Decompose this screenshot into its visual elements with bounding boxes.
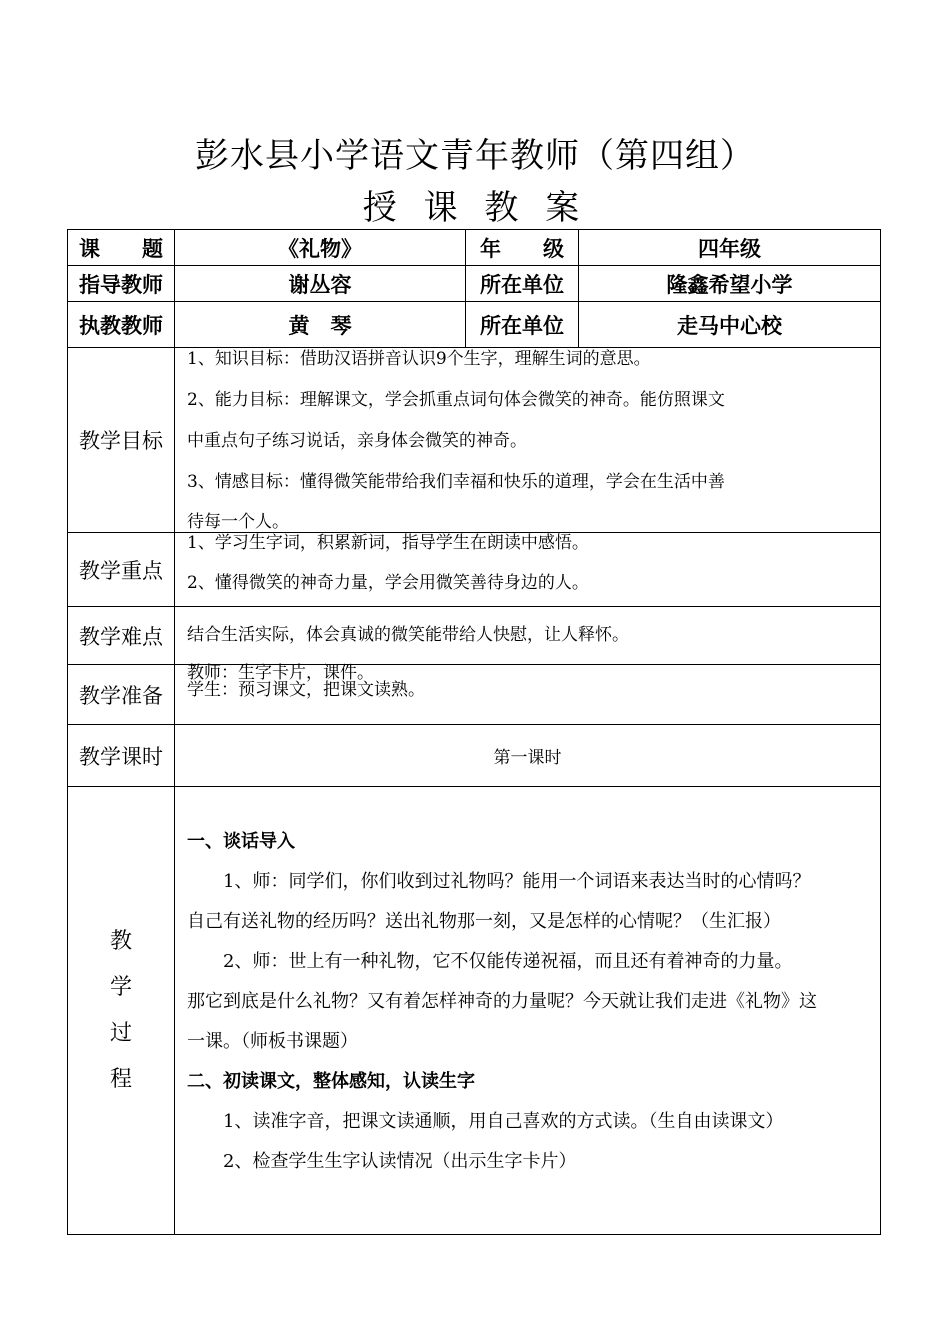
paragraph: 1、读准字音，把课文读通顺，用自己喜欢的方式读。（生自由读课文） bbox=[223, 1111, 784, 1132]
process-label-char: 学 bbox=[109, 974, 132, 1000]
key-points-label: 教学重点 bbox=[68, 533, 175, 607]
process-label bbox=[68, 787, 175, 1235]
preparation-label: 教学准备 bbox=[68, 665, 175, 725]
paragraph: 2、检查学生生字认读情况（出示生字卡片） bbox=[223, 1151, 577, 1172]
preparation-line: 学生：预习课文，把课文读熟。 bbox=[187, 680, 425, 700]
goals-label: 教学目标 bbox=[68, 348, 175, 533]
period-value: 第一课时 bbox=[175, 725, 881, 787]
paragraph: 一课。（师板书课题） bbox=[187, 1031, 358, 1052]
preparation-content bbox=[175, 665, 881, 725]
difficulty-label: 教学难点 bbox=[68, 607, 175, 665]
key-point-line: 1、学习生字词，积累新词，指导学生在朗读中感悟。 bbox=[187, 533, 589, 553]
section-heading-1: 一、谈话导入 bbox=[187, 831, 295, 852]
goal-line: 2、能力目标：理解课文，学会抓重点词句体会微笑的神奇。能仿照课文 bbox=[187, 390, 725, 410]
document-subtitle: 授 课 教 案 bbox=[362, 188, 588, 228]
process-label-char: 过 bbox=[109, 1020, 132, 1046]
paragraph: 那它到底是什么礼物？又有着怎样神奇的力量呢？今天就让我们走进《礼物》这 bbox=[187, 991, 817, 1012]
difficulty-content: 结合生活实际，体会真诚的微笑能带给人快慰，让人释怀。 bbox=[175, 607, 881, 665]
grade-label: 年 级 bbox=[466, 230, 579, 266]
process-content bbox=[175, 787, 881, 1235]
key-points-content bbox=[175, 533, 881, 607]
preparation-line: 教师：生字卡片，课件。 bbox=[187, 663, 374, 683]
section-heading-2: 二、初读课文，整体感知，认读生字 bbox=[187, 1071, 475, 1092]
guide-teacher-value: 谢丛容 bbox=[175, 266, 466, 302]
topic-value: 《礼物》 bbox=[175, 230, 466, 266]
lesson-plan-table bbox=[67, 229, 881, 1235]
paragraph: 1、师：同学们，你们收到过礼物吗？能用一个词语来表达当时的心情吗？ bbox=[223, 871, 811, 892]
unit-value-1: 隆鑫希望小学 bbox=[579, 266, 881, 302]
process-label-char: 程 bbox=[109, 1066, 132, 1092]
goal-line: 中重点句子练习说话，亲身体会微笑的神奇。 bbox=[187, 431, 527, 451]
goal-line: 3、情感目标：懂得微笑能带给我们幸福和快乐的道理，学会在生活中善 bbox=[187, 472, 725, 492]
grade-value: 四年级 bbox=[579, 230, 881, 266]
goal-line: 1、知识目标：借助汉语拼音认识9个生字，理解生词的意思。 bbox=[187, 349, 651, 369]
unit-value-2: 走马中心校 bbox=[579, 302, 881, 348]
exec-teacher-value: 黄 琴 bbox=[175, 302, 466, 348]
paragraph: 2、师：世上有一种礼物，它不仅能传递祝福，而且还有着神奇的力量。 bbox=[223, 951, 793, 972]
goal-line: 待每一个人。 bbox=[187, 512, 289, 532]
guide-teacher-label: 指导教师 bbox=[68, 266, 175, 302]
topic-label: 课 题 bbox=[68, 230, 175, 266]
paragraph: 自己有送礼物的经历吗？送出礼物那一刻，又是怎样的心情呢？（生汇报） bbox=[187, 911, 781, 932]
process-label-char: 教 bbox=[109, 928, 132, 954]
document-title: 彭水县小学语文青年教师（第四组） bbox=[195, 136, 755, 176]
exec-teacher-label: 执教教师 bbox=[68, 302, 175, 348]
period-label: 教学课时 bbox=[68, 725, 175, 787]
key-point-line: 2、懂得微笑的神奇力量，学会用微笑善待身边的人。 bbox=[187, 573, 589, 593]
goals-content bbox=[175, 348, 881, 533]
unit-label-2: 所在单位 bbox=[466, 302, 579, 348]
unit-label-1: 所在单位 bbox=[466, 266, 579, 302]
